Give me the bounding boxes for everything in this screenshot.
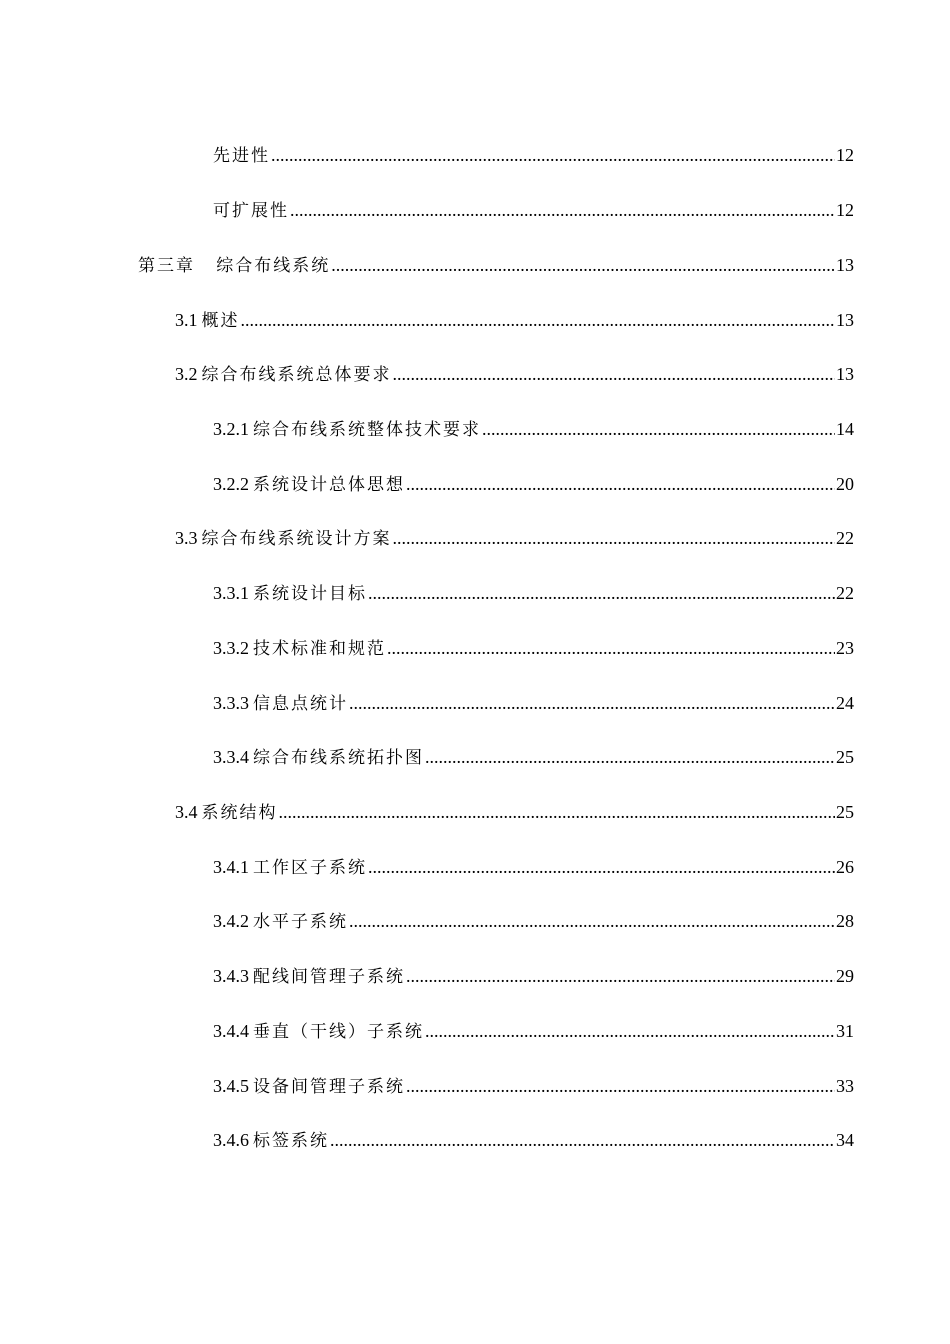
toc-dot-leader [406, 963, 835, 989]
toc-entry-number: 3.3 [175, 528, 198, 548]
toc-entry-3-2[interactable] [175, 361, 854, 387]
toc-dot-leader [290, 197, 835, 223]
toc-entry-number: 3.4.3 [213, 966, 249, 986]
toc-entry-advancement[interactable] [213, 142, 854, 168]
toc-dot-leader [271, 142, 835, 168]
toc-entry-3-3-1[interactable] [213, 580, 854, 606]
toc-dot-leader [406, 471, 835, 497]
toc-entry-3-4-4[interactable] [213, 1018, 854, 1044]
toc-entry-page: 13 [836, 255, 854, 275]
toc-entry-title: 综合布线系统 [216, 256, 331, 276]
toc-entry-page: 29 [836, 966, 854, 986]
toc-entry-3-4-5[interactable] [213, 1073, 854, 1099]
toc-entry-number: 3.2.1 [213, 419, 249, 439]
toc-entry-title: 综合布线系统整体技术要求 [253, 420, 481, 440]
toc-entry-number: 3.4 [175, 802, 198, 822]
toc-entry-number: 3.3.3 [213, 693, 249, 713]
toc-entry-number: 3.3.1 [213, 583, 249, 603]
toc-entry-number: 3.3.4 [213, 747, 249, 767]
toc-entry-title: 工作区子系统 [253, 858, 367, 878]
toc-entry-page: 34 [836, 1130, 854, 1150]
toc-entry-title: 设备间管理子系统 [253, 1077, 405, 1097]
toc-entry-number: 3.4.1 [213, 857, 249, 877]
toc-entry-3-4-2[interactable] [213, 908, 854, 934]
toc-entry-title: 先进性 [213, 146, 270, 166]
toc-dot-leader [425, 744, 835, 770]
toc-entry-title: 水平子系统 [253, 912, 348, 932]
toc-entry-title: 概述 [201, 311, 240, 331]
toc-entry-page: 12 [836, 145, 854, 165]
toc-entry-page: 12 [836, 200, 854, 220]
toc-entry-page: 22 [836, 528, 854, 548]
toc-entry-title: 配线间管理子系统 [253, 967, 405, 987]
toc-entry-title: 综合布线系统拓扑图 [253, 748, 424, 768]
toc-entry-number: 3.4.2 [213, 911, 249, 931]
toc-dot-leader [330, 1127, 835, 1153]
toc-dot-leader [425, 1018, 835, 1044]
toc-entry-page: 24 [836, 693, 854, 713]
toc-dot-leader [387, 635, 835, 661]
toc-entry-page: 22 [836, 583, 854, 603]
toc-dot-leader [349, 908, 835, 934]
toc-entry-page: 20 [836, 474, 854, 494]
toc-entry-title: 综合布线系统设计方案 [201, 529, 392, 549]
toc-entry-title: 系统设计总体思想 [253, 475, 405, 495]
toc-entry-3-3[interactable] [175, 525, 854, 551]
toc-entry-page: 25 [836, 802, 854, 822]
toc-entry-number: 3.2 [175, 364, 198, 384]
toc-entry-scalability[interactable] [213, 197, 854, 223]
toc-entry-title: 系统设计目标 [253, 584, 367, 604]
toc-entry-3-2-1[interactable] [213, 416, 854, 442]
toc-entry-3-4-6[interactable] [213, 1127, 854, 1153]
toc-entry-3-4[interactable] [175, 799, 854, 825]
toc-dot-leader [406, 1073, 835, 1099]
toc-entry-page: 28 [836, 911, 854, 931]
toc-entry-page: 31 [836, 1021, 854, 1041]
toc-entry-title: 垂直（干线）子系统 [253, 1022, 424, 1042]
toc-dot-leader [482, 416, 835, 442]
toc-entry-page: 25 [836, 747, 854, 767]
toc-entry-page: 33 [836, 1076, 854, 1096]
toc-dot-leader [279, 799, 836, 825]
toc-entry-number: 3.3.2 [213, 638, 249, 658]
toc-entry-title: 可扩展性 [213, 201, 289, 221]
toc-entry-title: 综合布线系统总体要求 [201, 365, 392, 385]
toc-entry-title: 标签系统 [253, 1131, 329, 1151]
toc-entry-page: 13 [836, 364, 854, 384]
toc-dot-leader [368, 854, 835, 880]
toc-entry-number: 3.4.6 [213, 1130, 249, 1150]
toc-dot-leader [393, 525, 836, 551]
toc-entry-3-3-2[interactable] [213, 635, 854, 661]
toc-dot-leader [368, 580, 835, 606]
toc-dot-leader [331, 252, 835, 278]
toc-entry-page: 26 [836, 857, 854, 877]
toc-entry-3-4-1[interactable] [213, 854, 854, 880]
toc-entry-number: 3.4.5 [213, 1076, 249, 1096]
toc-entry-title: 信息点统计 [253, 694, 348, 714]
toc-dot-leader [349, 690, 835, 716]
toc-entry-title: 技术标准和规范 [253, 639, 386, 659]
toc-entry-number: 3.1 [175, 310, 198, 330]
toc-dot-leader [393, 361, 836, 387]
toc-dot-leader [241, 307, 836, 333]
toc-entry-3-1[interactable] [175, 307, 854, 333]
toc-chapter-label: 第三章 [138, 256, 195, 276]
toc-entry-number: 3.2.2 [213, 474, 249, 494]
toc-entry-page: 13 [836, 310, 854, 330]
toc-entry-title: 系统结构 [201, 803, 278, 823]
toc-entry-chapter-3[interactable] [138, 252, 854, 278]
toc-entry-3-3-4[interactable] [213, 744, 854, 770]
toc-entry-3-4-3[interactable] [213, 963, 854, 989]
toc-entry-number: 3.4.4 [213, 1021, 249, 1041]
toc-entry-3-2-2[interactable] [213, 471, 854, 497]
toc-entry-page: 14 [836, 419, 854, 439]
toc-entry-3-3-3[interactable] [213, 690, 854, 716]
toc-entry-page: 23 [836, 638, 854, 658]
